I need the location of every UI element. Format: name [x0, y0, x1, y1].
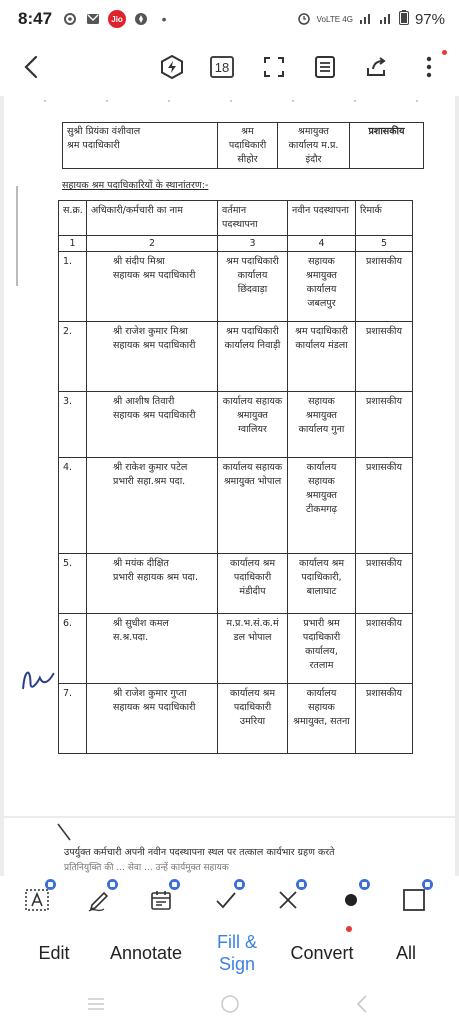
- row-name: श्री मयंक दीक्षित: [113, 558, 169, 570]
- top-transfer-table: [62, 122, 424, 169]
- table-row: [59, 392, 413, 458]
- remark: प्रशासकीय: [350, 123, 424, 169]
- tab-fill-sign[interactable]: Fill & Sign: [217, 932, 257, 974]
- tab-convert[interactable]: [284, 924, 360, 984]
- row-officer: [87, 252, 218, 322]
- header-sno: स.क्र.: [59, 201, 87, 236]
- signal-icon: [359, 12, 373, 27]
- header-remark: रिमार्क: [356, 201, 413, 236]
- row-current: श्रम पदाधिकारी कार्यालय छिंदवाड़ा: [218, 252, 288, 322]
- row-remark: प्रशासकीय: [356, 614, 413, 684]
- row-remark: प्रशासकीय: [356, 554, 413, 614]
- column-number: 5: [356, 235, 413, 252]
- row-designation: सहायक श्रम पदाधिकारी: [113, 410, 196, 422]
- row-officer: [87, 322, 218, 392]
- row-officer: [87, 684, 218, 754]
- document-page-2: [4, 818, 455, 876]
- dot-tool[interactable]: [335, 884, 367, 916]
- premium-badge-icon: [359, 879, 370, 890]
- row-designation: सहायक श्रम पदाधिकारी: [113, 702, 196, 714]
- checkmark-tool[interactable]: [210, 884, 242, 916]
- network-label: VoLTE 4G: [316, 14, 353, 24]
- header-new: नवीन पदस्थापना: [288, 201, 356, 236]
- row-current: कार्यालय श्रम पदाधिकारी मंडीदीप: [218, 554, 288, 614]
- tab-annotate[interactable]: Annotate: [109, 943, 183, 964]
- row-sno: 7.: [59, 684, 87, 754]
- row-name: श्री आशीष तिवारी: [113, 396, 175, 408]
- lightning-hexagon-icon: [159, 54, 185, 80]
- battery-icon: [399, 10, 409, 28]
- row-new: सहायक श्रमायुक्त कार्यालय जबलपुर: [288, 252, 356, 322]
- back-arrow-icon: [22, 55, 40, 79]
- row-current: कार्यालय सहायक श्रमायुक्त ग्वालियर: [218, 392, 288, 458]
- status-bar: [0, 0, 459, 38]
- system-status: [297, 10, 445, 28]
- row-remark: प्रशासकीय: [356, 458, 413, 554]
- annotation-toolbar: [0, 876, 459, 924]
- table-row: [59, 684, 413, 754]
- row-sno: 5.: [59, 554, 87, 614]
- dot-icon: [343, 892, 359, 908]
- settings-status-icon: [62, 11, 78, 27]
- column-number: 4: [288, 235, 356, 252]
- row-name: श्री राकेश कुमार पटेल: [113, 462, 188, 474]
- column-number-row: [59, 235, 413, 252]
- page2-faded-line: प्रतिनियुक्ति की ... सेवा ... उन्हें कार्यमुक्त सहायक: [64, 863, 229, 873]
- kebab-menu-icon: [425, 55, 433, 79]
- share-button[interactable]: [362, 52, 392, 82]
- document-viewport[interactable]: [0, 96, 459, 876]
- notification-icons: [62, 10, 172, 28]
- premium-badge-icon: [107, 879, 118, 890]
- premium-badge-icon: [234, 879, 245, 890]
- cross-tool[interactable]: [272, 884, 304, 916]
- column-number: 2: [87, 235, 218, 252]
- back-button[interactable]: [16, 52, 46, 82]
- row-name: श्री राजेश कुमार मिश्रा: [113, 326, 188, 338]
- row-new: कार्यालय सहायक श्रमायुक्त, सतना: [288, 684, 356, 754]
- row-designation: प्रभारी सहायक श्रम पदा.: [113, 572, 199, 584]
- battery-percent: 97%: [414, 10, 445, 28]
- column-number: 3: [218, 235, 288, 252]
- status-time: 8:47: [18, 9, 53, 28]
- row-sno: 2.: [59, 322, 87, 392]
- more-options-button[interactable]: [414, 52, 444, 82]
- row-officer: [87, 458, 218, 554]
- home-icon: [220, 994, 240, 1014]
- row-name: श्री संदीप मिश्रा: [113, 256, 165, 268]
- row-current: कार्यालय सहायक श्रमायुक्त भोपाल: [218, 458, 288, 554]
- row-current: कार्यालय श्रम पदाधिकारी उमरिया: [218, 684, 288, 754]
- reading-mode-button[interactable]: [310, 52, 340, 82]
- row-new: श्रम पदाधिकारी कार्यालय मंडला: [288, 322, 356, 392]
- table-row: [59, 458, 413, 554]
- rectangle-icon: [402, 888, 426, 912]
- officer-name: सुश्री प्रियंका वंशीवाल: [67, 126, 141, 137]
- rectangle-tool[interactable]: [398, 884, 430, 916]
- signature-tool[interactable]: [83, 884, 115, 916]
- text-box-icon: [24, 887, 50, 913]
- top-toolbar: [0, 38, 459, 96]
- fullscreen-icon: [263, 56, 285, 78]
- more-notifications-icon: •: [161, 11, 167, 27]
- compass-status-icon: [133, 11, 149, 27]
- row-sno: 3.: [59, 392, 87, 458]
- notification-dot: [346, 926, 352, 932]
- header-current: वर्तमान पदस्थापना: [218, 201, 288, 236]
- tab-convert-label: Convert: [290, 943, 354, 964]
- row-officer: [87, 554, 218, 614]
- premium-badge-icon: [422, 879, 433, 890]
- table-row: [59, 252, 413, 322]
- mail-status-icon: [85, 11, 101, 27]
- row-designation: स.श्र.पदा.: [113, 632, 149, 644]
- premium-badge-icon: [169, 879, 180, 890]
- header-name: अधिकारी/कर्मचारी का नाम: [87, 201, 218, 236]
- table-row: [59, 614, 413, 684]
- recent-apps-icon: [86, 996, 106, 1012]
- row-sno: 6.: [59, 614, 87, 684]
- page-fold-mark: [56, 822, 72, 842]
- nav-back-button[interactable]: [350, 992, 374, 1016]
- officer-designation: श्रम पदाधिकारी: [67, 139, 120, 151]
- premium-badge-icon: [296, 879, 307, 890]
- row-sno: 4.: [59, 458, 87, 554]
- date-tool[interactable]: [145, 884, 177, 916]
- scan-edge-line: [16, 186, 18, 286]
- table-row: [59, 554, 413, 614]
- row-current: म.प्र.भ.सं.क.मं डल भोपाल: [218, 614, 288, 684]
- transfer-table: [58, 200, 413, 754]
- alarm-icon: [297, 11, 311, 28]
- notification-dot: [442, 50, 447, 55]
- new-posting: श्रमायुक्त कार्यालय म.प्र. इंदौर: [278, 123, 350, 169]
- bottom-tab-bar: [0, 924, 459, 984]
- home-button[interactable]: [218, 992, 242, 1016]
- tab-edit[interactable]: Edit: [38, 943, 70, 964]
- recent-apps-button[interactable]: [84, 992, 108, 1016]
- table-header-row: [59, 201, 413, 236]
- premium-badge-icon: [45, 879, 56, 890]
- row-remark: प्रशासकीय: [356, 252, 413, 322]
- signal-icon-2: [379, 12, 393, 27]
- row-remark: प्रशासकीय: [356, 392, 413, 458]
- row-officer: [87, 614, 218, 684]
- row-new: कार्यालय सहायक श्रमायुक्त टीकमगढ़: [288, 458, 356, 554]
- system-nav-bar: [0, 984, 459, 1024]
- text-box-tool[interactable]: [21, 884, 53, 916]
- cross-icon: [277, 889, 299, 911]
- row-sno: 1.: [59, 252, 87, 322]
- column-number: 1: [59, 235, 87, 252]
- row-designation: प्रभारी सहा.श्रम पदा.: [113, 476, 186, 488]
- ai-assistant-button[interactable]: [157, 52, 187, 82]
- row-remark: प्रशासकीय: [356, 322, 413, 392]
- section-heading: सहायक श्रम पदाधिकारियों के स्थानांतरण:-: [62, 180, 209, 191]
- row-new: सहायक श्रमायुक्त कार्यालय गुना: [288, 392, 356, 458]
- checkmark-icon: [214, 888, 238, 912]
- row-designation: सहायक श्रम पदाधिकारी: [113, 340, 196, 352]
- table-row: [59, 322, 413, 392]
- jio-status-icon: Jio: [108, 10, 126, 28]
- document-page: [4, 96, 455, 816]
- row-designation: सहायक श्रम पदाधिकारी: [113, 270, 196, 282]
- pen-sign-icon: [86, 887, 112, 913]
- document-view-icon: [314, 55, 336, 79]
- handwritten-initials: [16, 661, 60, 696]
- calendar-icon: [149, 888, 173, 912]
- row-name: श्री राजेश कुमार गुप्ता: [113, 688, 187, 700]
- row-remark: प्रशासकीय: [356, 684, 413, 754]
- share-icon: [365, 56, 389, 78]
- page-top-marks: [44, 98, 424, 104]
- fullscreen-button[interactable]: [259, 52, 289, 82]
- row-current: श्रम पदाधिकारी कार्यालय निवाड़ी: [218, 322, 288, 392]
- row-officer: [87, 392, 218, 458]
- row-new: कार्यालय श्रम पदाधिकारी, बालाघाट: [288, 554, 356, 614]
- page2-paragraph: उपर्युक्त कर्मचारी अपनी नवीन पदस्थापना स्थल पर तत्काल कार्यभार ग्रहण करते: [64, 847, 335, 858]
- row-name: श्री सुधीश कमल: [113, 618, 169, 630]
- page-count-button[interactable]: [207, 52, 237, 82]
- nav-back-icon: [355, 994, 369, 1014]
- row-new: प्रभारी श्रम पदाधिकारी कार्यालय, रतलाम: [288, 614, 356, 684]
- current-posting: श्रम पदाधिकारी सीहोर: [218, 123, 278, 169]
- page-count: 18: [210, 56, 234, 78]
- tab-all[interactable]: All: [395, 943, 416, 964]
